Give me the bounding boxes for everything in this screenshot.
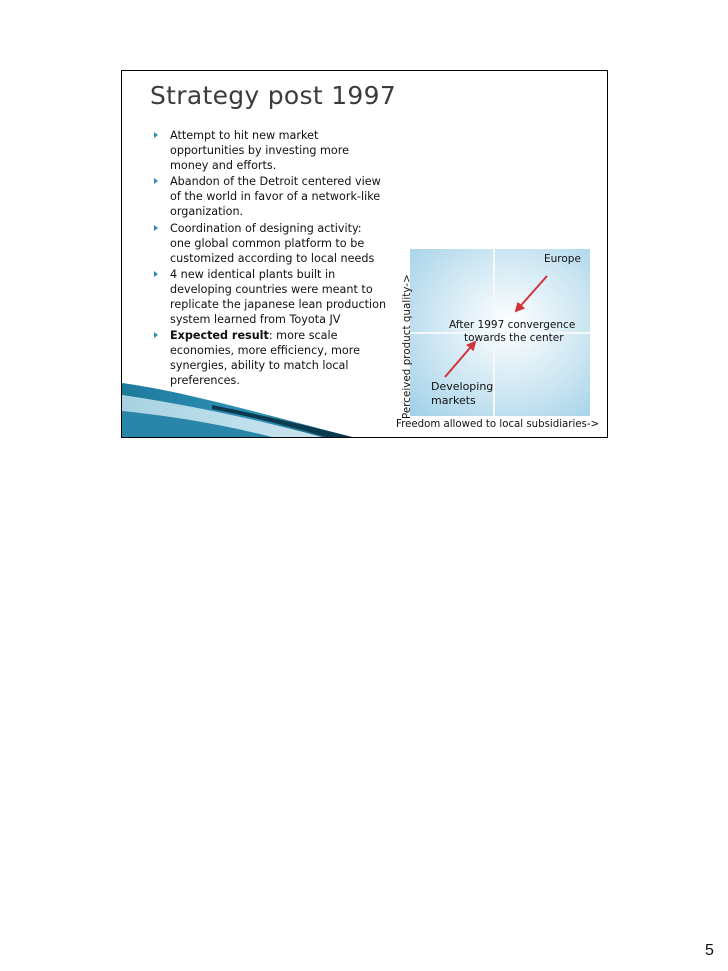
decorative-swoosh [122,361,352,437]
convergence-label: towards the center [464,332,564,344]
bullet-arrow-icon [154,332,158,338]
bullet-text: : more scale [268,329,338,342]
bullet-text: synergies, ability to match local [170,359,349,372]
arrow-developing-to-center [445,342,475,377]
bullet-text: of the world in favor of a network-like [170,190,381,203]
bullet-text: one global common platform to be [170,237,365,250]
bullet-arrow-icon [154,225,158,231]
bullet-text: customized according to local needs [170,252,375,265]
bullet-text: money and efforts. [170,159,277,172]
bullet-arrow-icon [154,178,158,184]
bullet-text: Attempt to hit new market [170,129,319,142]
bullet-text: 4 new identical plants built in [170,268,336,281]
bullet-text: developing countries were meant to [170,283,373,296]
bullet-arrow-icon [154,132,158,138]
bullet-text: Coordination of designing activity: [170,222,362,235]
bullet-text: opportunities by investing more [170,144,349,157]
convergence-label: After 1997 convergence [449,319,576,331]
bullet-text: preferences. [170,374,240,387]
bullet-text: organization. [170,205,244,218]
page-number: 5 [705,942,714,959]
bullet-arrow-icon [154,271,158,277]
arrow-europe-to-center [516,276,547,311]
bullet-bold-text: Expected result [170,329,269,342]
y-axis-label: Perceived product quality-> [402,274,413,419]
developing-label: Developing [431,380,494,393]
bullet-item [170,128,410,173]
bullet-text: economies, more efficiency, more [170,344,360,357]
x-axis-label: Freedom allowed to local subsidiaries-> [396,419,600,430]
developing-label: markets [431,394,476,407]
slide [121,70,608,438]
bullet-item [170,267,410,327]
bullet-text-line [170,328,410,343]
bullet-text: system learned from Toyota JV [170,313,341,326]
bullet-item [170,221,410,266]
convergence-arrows [410,249,590,416]
bullet-item [170,174,410,219]
bullet-text: replicate the japanese lean production [170,298,387,311]
slide-title: Strategy post 1997 [150,81,397,110]
bullet-text: Abandon of the Detroit centered view [170,175,381,188]
europe-label: Europe [544,253,581,265]
